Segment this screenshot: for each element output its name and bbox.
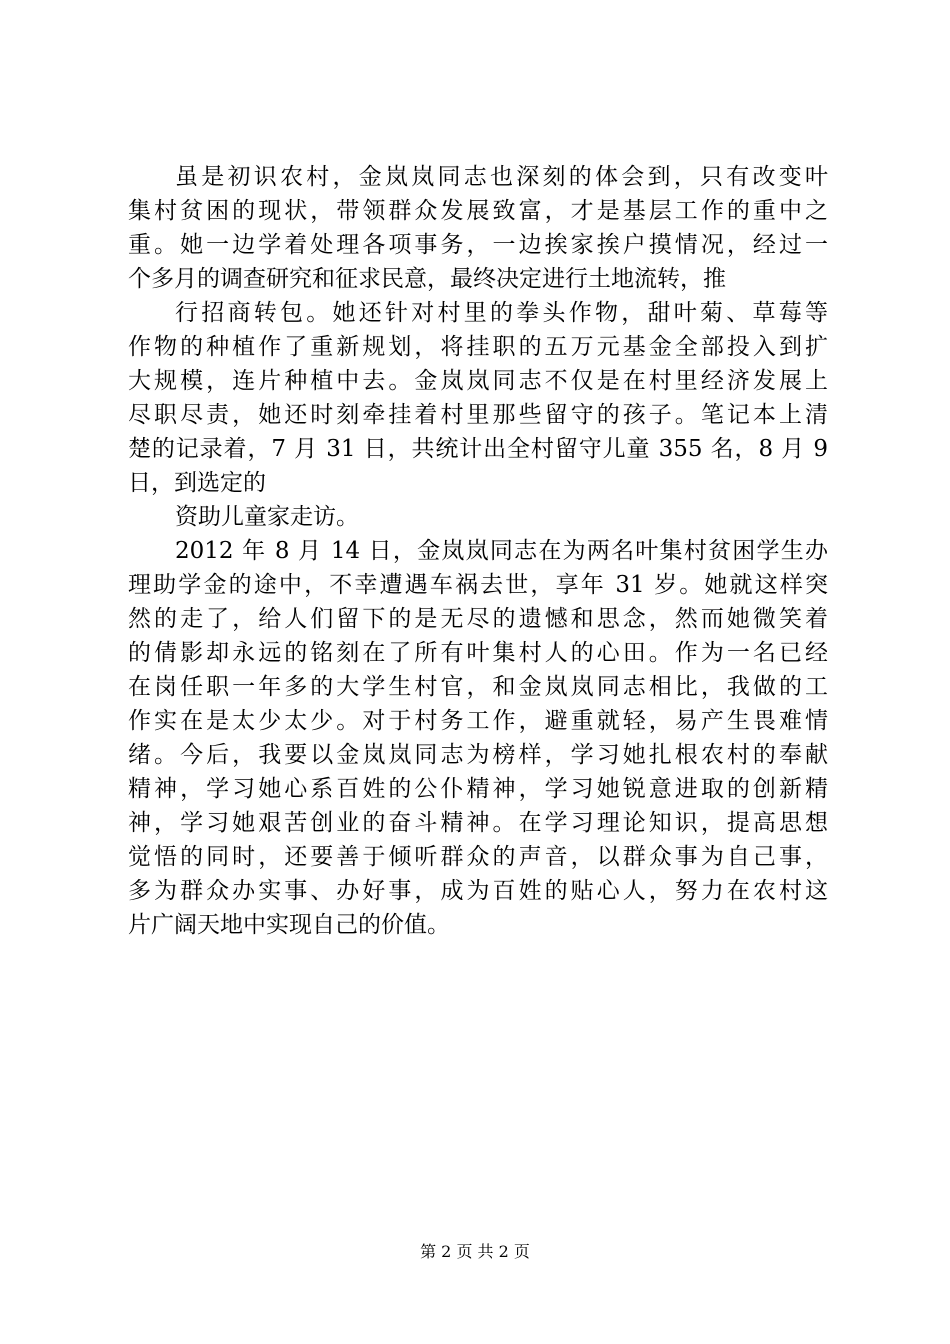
text-line: 绪。今后，我要以金岚岚同志为榜样，学习她扎根农村的奉献 <box>128 742 828 768</box>
text-line: 2012 年 8 月 14 日，金岚岚同志在为两名叶集村贫困学生办 <box>175 538 828 564</box>
text-line: 作物的种植作了重新规划，将挂职的五万元基金全部投入到扩 <box>128 334 828 360</box>
text-line: 虽是初识农村，金岚岚同志也深刻的体会到，只有改变叶 <box>175 164 828 190</box>
body-text <box>128 160 828 942</box>
text-line: 理助学金的途中，不幸遭遇车祸去世，享年 31 岁。她就这样突 <box>128 572 828 598</box>
text-line: 在岗任职一年多的大学生村官，和金岚岚同志相比，我做的工 <box>128 674 828 700</box>
text-line: 多为群众办实事、办好事，成为百姓的贴心人，努力在农村这 <box>128 878 828 904</box>
text-line: 集村贫困的现状，带领群众发展致富，才是基层工作的重中之 <box>128 198 828 224</box>
text-line: 精神，学习她心系百姓的公仆精神，学习她锐意进取的创新精 <box>128 776 828 802</box>
text-line: 个多月的调查研究和征求民意，最终决定进行土地流转，推 <box>128 266 726 292</box>
text-line: 神，学习她艰苦创业的奋斗精神。在学习理论知识，提高思想 <box>128 810 828 836</box>
text-line: 资助儿童家走访。 <box>175 504 359 530</box>
page-footer: 第 2 页 共 2 页 <box>420 1242 530 1261</box>
text-line: 然的走了，给人们留下的是无尽的遗憾和思念，然而她微笑着 <box>128 606 828 632</box>
text-line: 重。她一边学着处理各项事务，一边挨家挨户摸情况，经过一 <box>128 232 828 258</box>
text-line: 作实在是太少太少。对于村务工作，避重就轻，易产生畏难情 <box>128 708 828 734</box>
text-line: 楚的记录着，7 月 31 日，共统计出全村留守儿童 355 名，8 月 9 <box>128 436 828 462</box>
text-line: 大规模，连片种植中去。金岚岚同志不仅是在村里经济发展上 <box>128 368 828 394</box>
text-line: 行招商转包。她还针对村里的拳头作物，甜叶菊、草莓等 <box>175 300 828 326</box>
text-line: 片广阔天地中实现自己的价值。 <box>128 912 450 938</box>
text-line: 觉悟的同时，还要善于倾听群众的声音，以群众事为自己事， <box>128 844 828 870</box>
text-line: 日，到选定的 <box>128 470 266 496</box>
text-line: 的倩影却永远的铭刻在了所有叶集村人的心田。作为一名已经 <box>128 640 828 666</box>
text-line: 尽职尽责，她还时刻牵挂着村里那些留守的孩子。笔记本上清 <box>128 402 828 428</box>
